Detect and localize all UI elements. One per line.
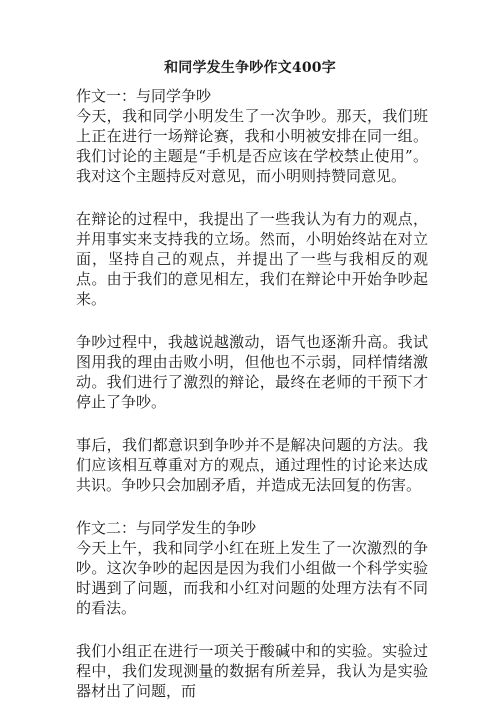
paragraph-spacer [76, 186, 428, 209]
essay-1-paragraph-2: 在辩论的过程中，我提出了一些我认为有力的观点，并用事实来支持我的立场。然而，小明始终站在对立面，坚持自己的观点，并提出了一些与我相反的观点。由于我们的意见相左，我们在辩论中开始争吵起来。 [76, 210, 428, 308]
paragraph-spacer [76, 495, 428, 518]
essay-1-heading: 作文一：与同学争吵 [76, 87, 212, 105]
essay-1-paragraph-1: 今天，我和同学小明发生了一次争吵。那天，我们班上正在进行一场辩论赛，我和小明被安排在同一组。我们讨论的主题是“手机是否应该在学校禁止使用”。我对这个主题持反对意见，而小明则持赞同意见。 [76, 107, 428, 185]
essay-1-paragraph-4: 事后，我们都意识到争吵并不是解决问题的方法。我们应该相互尊重对方的观点，通过理性的讨论来达成共识。争吵只会加剧矛盾，并造成无法回复的伤害。 [76, 436, 428, 494]
document-body [76, 86, 428, 701]
essay-2-paragraph-2: 我们小组正在进行一项关于酸碱中和的实验。实验过程中，我们发现测量的数据有所差异，我认为是实验器材出了问题，而 [76, 642, 428, 700]
paragraph-spacer [76, 412, 428, 435]
essay-2-heading: 作文二：与同学发生的争吵 [76, 519, 257, 537]
document-title: 和同学发生争吵作文400字 [164, 60, 336, 76]
paragraph-spacer [76, 309, 428, 332]
paragraph-spacer [76, 618, 428, 641]
essay-1-paragraph-3: 争吵过程中，我越说越激动，语气也逐渐升高。我试图用我的理由击败小明，但他也不示弱，同样情绪激动。我们进行了激烈的辩论，最终在老师的干预下才停止了争吵。 [76, 333, 428, 411]
essay-2-paragraph-1: 今天上午，我和同学小红在班上发生了一次激烈的争吵。这次争吵的起因是因为我们小组做一个科学实验时遇到了问题，而我和小红对问题的处理方法有不同的看法。 [76, 539, 428, 617]
